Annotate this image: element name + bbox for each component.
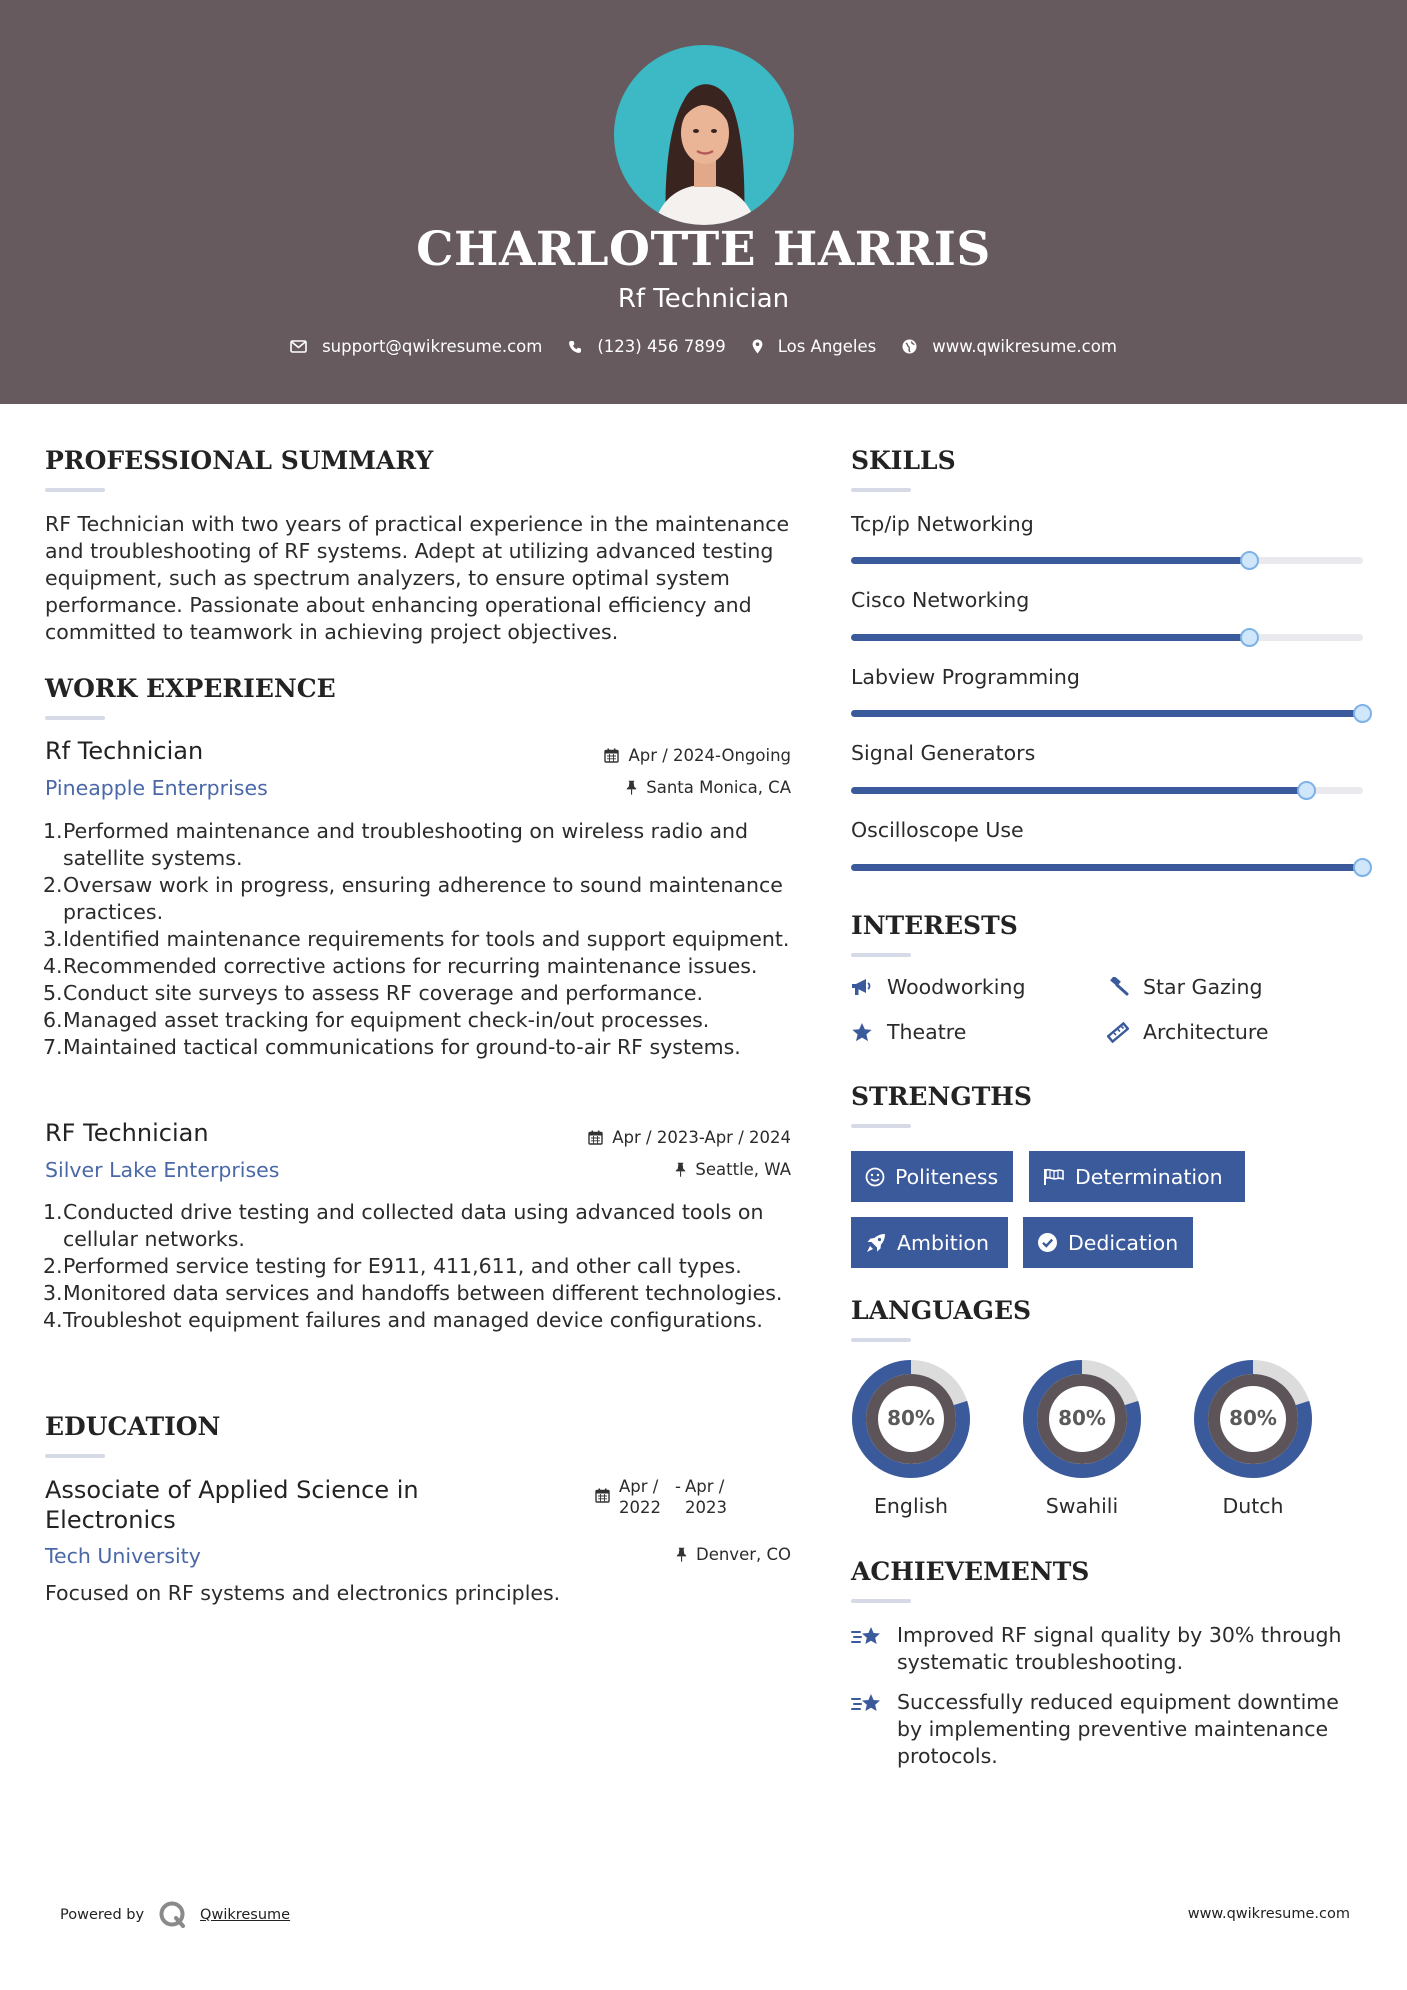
phone-icon bbox=[568, 340, 582, 354]
job-2-bullet: Monitored data services and handoffs between different technologies. bbox=[63, 1281, 783, 1305]
education-heading: EDUCATION bbox=[45, 1412, 221, 1441]
strengths-heading: STRENGTHS bbox=[851, 1082, 1032, 1111]
shooting-star-icon bbox=[851, 1624, 885, 1650]
phone-text: (123) 456 7899 bbox=[597, 337, 726, 356]
education-school: Tech University bbox=[45, 1544, 201, 1568]
job-1-title: Rf Technician bbox=[45, 737, 204, 765]
job-1-bullet: Maintained tactical communications for ground-to-air RF systems. bbox=[63, 1035, 741, 1059]
contact-bar bbox=[0, 337, 1407, 356]
education-location bbox=[540, 1545, 791, 1564]
profile-photo bbox=[614, 45, 794, 225]
job-1-bullets bbox=[45, 818, 800, 1061]
interest-label: Star Gazing bbox=[1143, 975, 1263, 999]
contact-phone[interactable] bbox=[568, 337, 725, 356]
summary-heading: PROFESSIONAL SUMMARY bbox=[45, 446, 434, 475]
strengths-heading-underline bbox=[851, 1124, 911, 1128]
skill-bar-knob bbox=[1240, 628, 1259, 647]
skill-bar bbox=[851, 710, 1363, 717]
skill-bar bbox=[851, 787, 1363, 794]
website-text: www.qwikresume.com bbox=[932, 337, 1117, 356]
strength-label: Dedication bbox=[1068, 1230, 1179, 1255]
strength-badge bbox=[1029, 1151, 1245, 1202]
skills-heading-underline bbox=[851, 488, 911, 492]
job-1-bullet: Conduct site surveys to assess RF coverage and performance. bbox=[63, 981, 704, 1005]
interests-heading: INTERESTS bbox=[851, 911, 1018, 940]
calendar-icon bbox=[604, 748, 619, 763]
education-description: Focused on RF systems and electronics principles. bbox=[45, 1581, 561, 1605]
job-2-title: RF Technician bbox=[45, 1119, 209, 1147]
job-1-bullet: Oversaw work in progress, ensuring adherence to sound maintenance practices. bbox=[63, 873, 783, 924]
job-2-bullet: Performed service testing for E911, 411,611, and other call types. bbox=[63, 1254, 742, 1278]
skill-bar-knob bbox=[1240, 551, 1259, 570]
achievement-item bbox=[851, 1689, 1361, 1770]
location-text: Los Angeles bbox=[777, 337, 877, 356]
calendar-icon bbox=[595, 1488, 610, 1503]
interest-item bbox=[1107, 1020, 1269, 1044]
skill-bar-fill bbox=[851, 557, 1250, 564]
job-1-dates-text: Apr / 2024-Ongoing bbox=[628, 746, 791, 765]
contact-email[interactable] bbox=[290, 337, 542, 356]
education-degree: Associate of Applied Science in Electronics bbox=[45, 1476, 419, 1534]
skill-name: Signal Generators bbox=[851, 741, 1036, 765]
skill-name: Labview Programming bbox=[851, 665, 1080, 689]
education-end: Apr / 2023 bbox=[684, 1477, 727, 1517]
summary-heading-underline bbox=[45, 488, 105, 492]
skill-bar bbox=[851, 634, 1363, 641]
experience-heading-underline bbox=[45, 716, 105, 720]
job-2-bullet: Troubleshot equipment failures and managed device configurations. bbox=[63, 1308, 763, 1332]
interest-item bbox=[851, 975, 1025, 999]
interests-heading-underline bbox=[851, 953, 911, 957]
achievements-heading-underline bbox=[851, 1599, 911, 1603]
rocket-icon bbox=[865, 1232, 887, 1254]
megaphone-icon bbox=[851, 977, 873, 997]
language-percent: 80% bbox=[1229, 1406, 1277, 1430]
pushpin-icon bbox=[675, 1162, 686, 1177]
education-dates bbox=[595, 1476, 755, 1518]
candidate-role: Rf Technician bbox=[617, 284, 790, 314]
globe-icon bbox=[902, 339, 917, 354]
check-circle-icon bbox=[1037, 1232, 1058, 1253]
email-text: support@qwikresume.com bbox=[322, 337, 543, 356]
summary-text: RF Technician with two years of practical experience in the maintenance and troubleshooting of RF systems. Adept at utilizing advanced testing equipment, such as spectrum analyzers, to ensure optimal system performance. Passionate about enhancing operational efficiency and committed to teamwork in achieving project objectives. bbox=[45, 512, 790, 644]
interest-item bbox=[851, 1020, 966, 1044]
pushpin-icon bbox=[676, 1547, 687, 1562]
job-2-dates-text: Apr / 2023-Apr / 2024 bbox=[612, 1128, 791, 1147]
skill-bar-knob bbox=[1353, 704, 1372, 723]
star-icon bbox=[851, 1022, 873, 1043]
skill-name: Cisco Networking bbox=[851, 588, 1030, 612]
job-2-bullet: Conducted drive testing and collected data using advanced tools on cellular networks. bbox=[63, 1200, 764, 1251]
job-1-bullet: Performed maintenance and troubleshooting on wireless radio and satellite systems. bbox=[63, 819, 749, 870]
job-2-bullets bbox=[45, 1199, 800, 1334]
skills-heading: SKILLS bbox=[851, 446, 956, 475]
envelope-icon bbox=[290, 340, 307, 353]
job-2-dates bbox=[540, 1128, 791, 1147]
job-2-location bbox=[540, 1160, 791, 1179]
powered-by-label: Powered by bbox=[60, 1907, 145, 1923]
job-1-location-text: Santa Monica, CA bbox=[646, 778, 791, 797]
skill-bar bbox=[851, 864, 1363, 871]
education-location-text: Denver, CO bbox=[695, 1545, 791, 1564]
job-1-bullet: Identified maintenance requirements for tools and support equipment. bbox=[63, 927, 790, 951]
footer-website[interactable]: www.qwikresume.com bbox=[1187, 1906, 1350, 1922]
header-banner bbox=[0, 0, 1407, 404]
skill-bar-knob bbox=[1353, 858, 1372, 877]
job-1-bullet: Recommended corrective actions for recurring maintenance issues. bbox=[63, 954, 758, 978]
job-1-company: Pineapple Enterprises bbox=[45, 776, 268, 800]
strength-label: Determination bbox=[1075, 1164, 1223, 1189]
strength-label: Politeness bbox=[895, 1164, 999, 1189]
skill-bar-knob bbox=[1297, 781, 1316, 800]
pushpin-icon bbox=[626, 780, 637, 795]
education-start: Apr / 2022 bbox=[619, 1477, 661, 1517]
achievement-item bbox=[851, 1622, 1361, 1676]
job-1-bullet: Managed asset tracking for equipment check-in/out processes. bbox=[63, 1008, 710, 1032]
skill-bar-fill bbox=[851, 710, 1363, 717]
education-heading-underline bbox=[45, 1454, 105, 1458]
achievement-text: Successfully reduced equipment downtime by implementing preventive maintenance protocols. bbox=[897, 1690, 1339, 1768]
date-separator: - bbox=[675, 1477, 681, 1496]
smile-icon bbox=[865, 1167, 885, 1187]
language-percent: 80% bbox=[1058, 1406, 1106, 1430]
languages-heading-underline bbox=[851, 1338, 911, 1342]
map-marker-icon bbox=[752, 339, 763, 354]
interest-label: Woodworking bbox=[887, 975, 1026, 999]
strength-label: Ambition bbox=[897, 1230, 989, 1255]
skill-bar bbox=[851, 557, 1363, 564]
job-1-dates bbox=[540, 746, 791, 765]
interest-label: Architecture bbox=[1143, 1020, 1269, 1044]
gavel-icon bbox=[1107, 977, 1129, 997]
interest-label: Theatre bbox=[887, 1020, 967, 1044]
skill-name: Oscilloscope Use bbox=[851, 818, 1024, 842]
shooting-star-icon bbox=[851, 1691, 885, 1717]
experience-heading: WORK EXPERIENCE bbox=[45, 674, 336, 703]
language-percent: 80% bbox=[887, 1406, 935, 1430]
flag-icon bbox=[1043, 1168, 1065, 1186]
skill-bar-fill bbox=[851, 864, 1363, 871]
language-name: English bbox=[873, 1494, 949, 1518]
language-name: Dutch bbox=[1222, 1494, 1284, 1518]
job-1-location bbox=[540, 778, 791, 797]
strength-badge bbox=[851, 1151, 1013, 1202]
language-name: Swahili bbox=[1045, 1494, 1119, 1518]
job-2-location-text: Seattle, WA bbox=[695, 1160, 791, 1179]
strength-badge bbox=[851, 1217, 1008, 1268]
qwikresume-logo-icon bbox=[158, 1900, 188, 1930]
achievement-text: Improved RF signal quality by 30% through systematic troubleshooting. bbox=[897, 1623, 1342, 1674]
strength-badge bbox=[1023, 1217, 1193, 1268]
candidate-name: CHARLOTTE HARRIS bbox=[416, 222, 991, 277]
skill-name: Tcp/ip Networking bbox=[851, 512, 1034, 536]
calendar-icon bbox=[588, 1130, 603, 1145]
skill-bar-fill bbox=[851, 634, 1250, 641]
interest-item bbox=[1107, 975, 1262, 999]
contact-website[interactable] bbox=[902, 337, 1117, 356]
skill-bar-fill bbox=[851, 787, 1307, 794]
languages-heading: LANGUAGES bbox=[851, 1296, 1032, 1325]
job-2-company: Silver Lake Enterprises bbox=[45, 1158, 280, 1182]
qwikresume-brand-link[interactable]: Qwikresume bbox=[200, 1907, 291, 1923]
ruler-icon bbox=[1107, 1022, 1129, 1043]
contact-location bbox=[752, 337, 877, 356]
footer-powered-by bbox=[60, 1900, 290, 1930]
achievements-heading: ACHIEVEMENTS bbox=[851, 1557, 1090, 1586]
